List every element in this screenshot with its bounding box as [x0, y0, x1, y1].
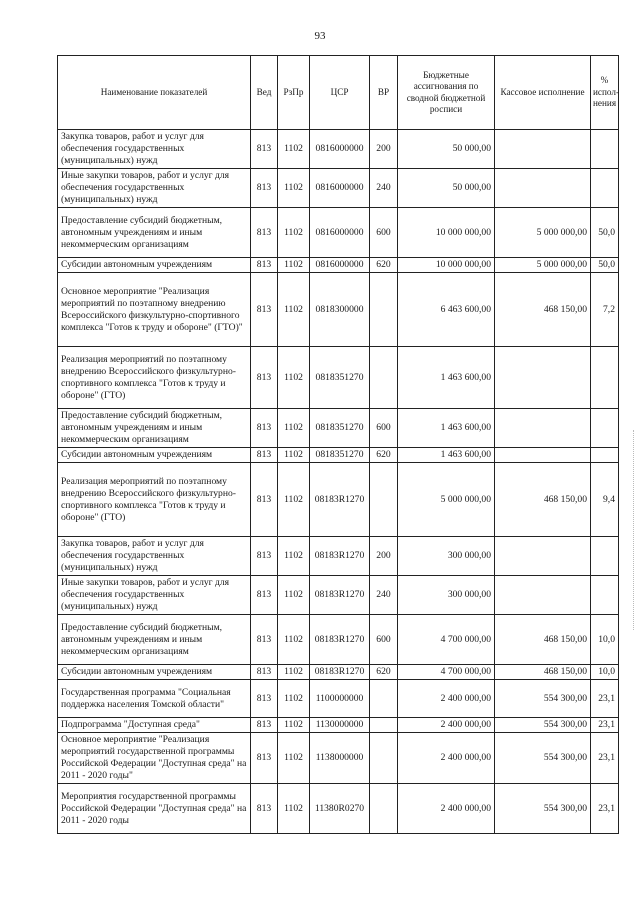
cell-rzpr: 1102 [278, 718, 310, 733]
cell-name: Основное мероприятие "Реализация мероприятий по поэтапному внедрению Всероссийского физкультурно-спортивного комплекса "Готов к труду и обороне" (ГТО)" [58, 273, 251, 347]
cell-vr: 240 [370, 169, 398, 208]
table-row [58, 784, 619, 834]
cell-budget: 2 400 000,00 [398, 733, 495, 784]
cell-rzpr: 1102 [278, 784, 310, 834]
cell-ved: 813 [251, 537, 278, 576]
table-row [58, 448, 619, 463]
cell-name: Государственная программа "Социальная поддержка населения Томской области" [58, 680, 251, 718]
table-row [58, 208, 619, 258]
cell-csr: 0816000000 [310, 208, 370, 258]
cell-name: Иные закупки товаров, работ и услуг для обеспечения государственных (муниципальных) нужд [58, 169, 251, 208]
cell-name: Предоставление субсидий бюджетным, автономным учреждениям и иным некоммерческим организациям [58, 409, 251, 448]
cell-ved: 813 [251, 273, 278, 347]
cell-csr: 0818300000 [310, 273, 370, 347]
cell-csr: 0816000000 [310, 258, 370, 273]
cell-rzpr: 1102 [278, 680, 310, 718]
cell-name: Реализация мероприятий по поэтапному внедрению Всероссийского физкультурно-спортивного комплекса "Готов к труду и обороне" (ГТО) [58, 463, 251, 537]
cell-csr: 08183R1270 [310, 665, 370, 680]
cell-rzpr: 1102 [278, 347, 310, 409]
cell-budget: 1 463 600,00 [398, 409, 495, 448]
cell-cash [495, 409, 591, 448]
cell-csr: 1138000000 [310, 733, 370, 784]
cell-name: Реализация мероприятий по поэтапному внедрению Всероссийского физкультурно-спортивного комплекса "Готов к труду и обороне" (ГТО) [58, 347, 251, 409]
cell-budget: 50 000,00 [398, 169, 495, 208]
table-body [58, 130, 619, 834]
header-cash: Кассовое исполнение [495, 56, 591, 130]
cell-pct: 50,0 [591, 258, 619, 273]
cell-csr: 0818351270 [310, 409, 370, 448]
cell-pct [591, 448, 619, 463]
cell-pct: 7,2 [591, 273, 619, 347]
cell-vr [370, 733, 398, 784]
cell-budget: 2 400 000,00 [398, 784, 495, 834]
header-rzpr: РзПр [278, 56, 310, 130]
table-row [58, 130, 619, 169]
cell-budget: 50 000,00 [398, 130, 495, 169]
cell-rzpr: 1102 [278, 130, 310, 169]
cell-cash [495, 576, 591, 615]
page-number: 93 [314, 30, 326, 42]
cell-cash: 554 300,00 [495, 718, 591, 733]
cell-cash: 468 150,00 [495, 615, 591, 665]
cell-pct [591, 409, 619, 448]
cell-vr: 240 [370, 576, 398, 615]
cell-ved: 813 [251, 463, 278, 537]
cell-rzpr: 1102 [278, 463, 310, 537]
cell-vr: 200 [370, 130, 398, 169]
cell-pct: 10,0 [591, 665, 619, 680]
cell-budget: 10 000 000,00 [398, 208, 495, 258]
cell-cash [495, 169, 591, 208]
table-row [58, 463, 619, 537]
cell-ved: 813 [251, 718, 278, 733]
cell-rzpr: 1102 [278, 258, 310, 273]
cell-rzpr: 1102 [278, 615, 310, 665]
cell-vr [370, 784, 398, 834]
budget-execution-table [57, 55, 619, 834]
cell-name: Подпрограмма "Доступная среда" [58, 718, 251, 733]
cell-ved: 813 [251, 576, 278, 615]
cell-pct: 23,1 [591, 718, 619, 733]
cell-vr [370, 273, 398, 347]
cell-budget: 1 463 600,00 [398, 347, 495, 409]
cell-csr: 08183R1270 [310, 463, 370, 537]
cell-name: Субсидии автономным учреждениям [58, 448, 251, 463]
header-pct: % испол-нения [591, 56, 619, 130]
cell-cash [495, 448, 591, 463]
cell-budget: 300 000,00 [398, 537, 495, 576]
cell-ved: 813 [251, 169, 278, 208]
cell-budget: 4 700 000,00 [398, 665, 495, 680]
cell-csr: 0818351270 [310, 347, 370, 409]
cell-vr: 200 [370, 537, 398, 576]
table-row [58, 258, 619, 273]
cell-vr: 620 [370, 258, 398, 273]
cell-cash: 5 000 000,00 [495, 258, 591, 273]
cell-csr: 08183R1270 [310, 537, 370, 576]
table-row [58, 273, 619, 347]
cell-pct: 50,0 [591, 208, 619, 258]
cell-budget: 300 000,00 [398, 576, 495, 615]
cell-vr [370, 463, 398, 537]
cell-vr: 600 [370, 409, 398, 448]
cell-csr: 11380R0270 [310, 784, 370, 834]
cell-budget: 6 463 600,00 [398, 273, 495, 347]
cell-pct: 23,1 [591, 733, 619, 784]
margin-dots [633, 430, 636, 630]
cell-budget: 4 700 000,00 [398, 615, 495, 665]
header-name: Наименование показателей [58, 56, 251, 130]
table-row [58, 347, 619, 409]
cell-rzpr: 1102 [278, 665, 310, 680]
cell-rzpr: 1102 [278, 537, 310, 576]
cell-name: Субсидии автономным учреждениям [58, 258, 251, 273]
cell-pct [591, 347, 619, 409]
cell-ved: 813 [251, 733, 278, 784]
cell-rzpr: 1102 [278, 576, 310, 615]
cell-cash: 554 300,00 [495, 733, 591, 784]
cell-pct: 10,0 [591, 615, 619, 665]
cell-cash: 554 300,00 [495, 680, 591, 718]
cell-vr: 600 [370, 208, 398, 258]
cell-vr [370, 680, 398, 718]
cell-rzpr: 1102 [278, 273, 310, 347]
cell-vr: 620 [370, 448, 398, 463]
cell-cash [495, 347, 591, 409]
cell-budget: 1 463 600,00 [398, 448, 495, 463]
cell-ved: 813 [251, 680, 278, 718]
cell-csr: 08183R1270 [310, 615, 370, 665]
cell-cash [495, 537, 591, 576]
cell-name: Мероприятия государственной программы Российской Федерации "Доступная среда" на 2011 - 2020 годы [58, 784, 251, 834]
cell-name: Предоставление субсидий бюджетным, автономным учреждениям и иным некоммерческим организациям [58, 208, 251, 258]
table-row [58, 680, 619, 718]
cell-pct: 23,1 [591, 680, 619, 718]
cell-budget: 5 000 000,00 [398, 463, 495, 537]
cell-ved: 813 [251, 784, 278, 834]
header-csr: ЦСР [310, 56, 370, 130]
cell-name: Субсидии автономным учреждениям [58, 665, 251, 680]
cell-csr: 1130000000 [310, 718, 370, 733]
cell-vr: 620 [370, 665, 398, 680]
cell-ved: 813 [251, 208, 278, 258]
header-budget: Бюджетные ассигнования по сводной бюджетной росписи [398, 56, 495, 130]
cell-ved: 813 [251, 615, 278, 665]
cell-budget: 2 400 000,00 [398, 718, 495, 733]
cell-ved: 813 [251, 130, 278, 169]
table-row [58, 537, 619, 576]
table-row [58, 409, 619, 448]
header-ved: Вед [251, 56, 278, 130]
cell-cash: 554 300,00 [495, 784, 591, 834]
cell-rzpr: 1102 [278, 208, 310, 258]
cell-ved: 813 [251, 665, 278, 680]
cell-pct [591, 169, 619, 208]
cell-csr: 08183R1270 [310, 576, 370, 615]
cell-vr [370, 347, 398, 409]
cell-csr: 0816000000 [310, 169, 370, 208]
cell-cash: 468 150,00 [495, 273, 591, 347]
cell-pct [591, 576, 619, 615]
cell-rzpr: 1102 [278, 409, 310, 448]
cell-ved: 813 [251, 347, 278, 409]
cell-pct: 23,1 [591, 784, 619, 834]
cell-name: Закупка товаров, работ и услуг для обеспечения государственных (муниципальных) нужд [58, 130, 251, 169]
cell-cash: 5 000 000,00 [495, 208, 591, 258]
cell-pct [591, 130, 619, 169]
cell-ved: 813 [251, 258, 278, 273]
cell-name: Основное мероприятие "Реализация мероприятий государственной программы Российской Федерации "Доступная среда" на 2011 - 2020 годы" [58, 733, 251, 784]
cell-rzpr: 1102 [278, 448, 310, 463]
table-header-row [58, 56, 619, 130]
cell-cash [495, 130, 591, 169]
cell-ved: 813 [251, 409, 278, 448]
cell-ved: 813 [251, 448, 278, 463]
table-row [58, 733, 619, 784]
cell-csr: 1100000000 [310, 680, 370, 718]
cell-name: Закупка товаров, работ и услуг для обеспечения государственных (муниципальных) нужд [58, 537, 251, 576]
cell-vr [370, 718, 398, 733]
cell-budget: 2 400 000,00 [398, 680, 495, 718]
cell-vr: 600 [370, 615, 398, 665]
header-vr: ВР [370, 56, 398, 130]
cell-name: Иные закупки товаров, работ и услуг для обеспечения государственных (муниципальных) нужд [58, 576, 251, 615]
cell-csr: 0816000000 [310, 130, 370, 169]
table-row [58, 718, 619, 733]
cell-cash: 468 150,00 [495, 463, 591, 537]
cell-name: Предоставление субсидий бюджетным, автономным учреждениям и иным некоммерческим организациям [58, 615, 251, 665]
table-row [58, 665, 619, 680]
table-row [58, 576, 619, 615]
cell-csr: 0818351270 [310, 448, 370, 463]
table-row [58, 169, 619, 208]
cell-rzpr: 1102 [278, 169, 310, 208]
cell-cash: 468 150,00 [495, 665, 591, 680]
cell-budget: 10 000 000,00 [398, 258, 495, 273]
cell-pct: 9,4 [591, 463, 619, 537]
cell-rzpr: 1102 [278, 733, 310, 784]
table-row [58, 615, 619, 665]
cell-pct [591, 537, 619, 576]
